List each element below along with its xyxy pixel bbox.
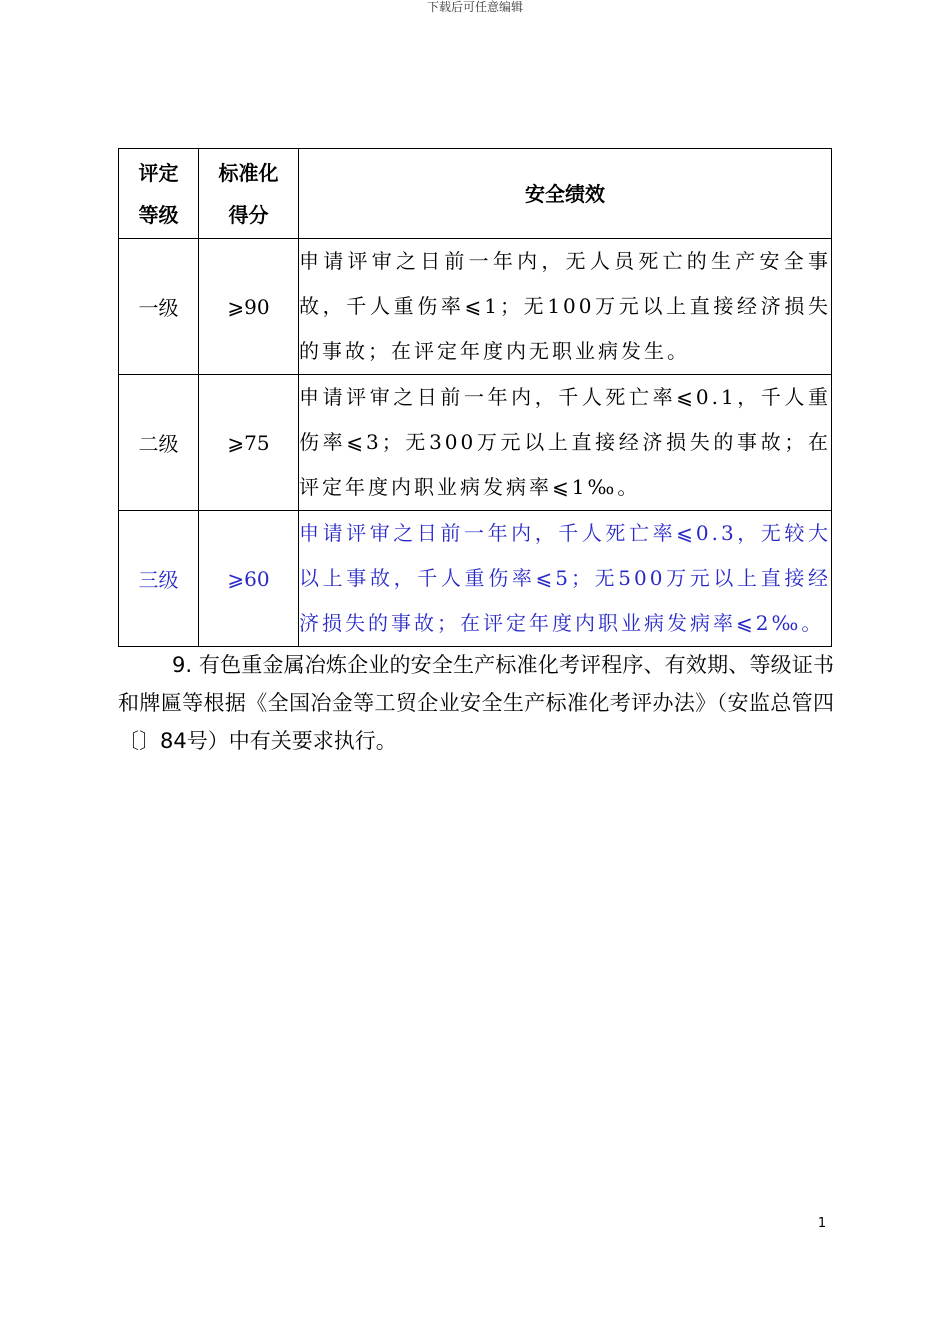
- row-level: 三级: [119, 511, 199, 647]
- row-description: 申请评审之日前一年内，千人死亡率⩽0.3，无较大以上事故，千人重伤率⩽5；无500万元以上直接经济损失的事故；在评定年度内职业病发病率⩽2‰。: [299, 511, 832, 647]
- page-header: 下载后可任意编辑: [426, 0, 523, 14]
- header-performance: 安全绩效: [299, 149, 832, 239]
- row-description: 申请评审之日前一年内，无人员死亡的生产安全事故，千人重伤率⩽1；无100万元以上直接经济损失的事故；在评定年度内无职业病发生。: [299, 239, 832, 375]
- row-score: ⩾60: [199, 511, 299, 647]
- table-row: [119, 375, 832, 511]
- header-score-line2: 得分: [228, 202, 269, 227]
- header-score: [199, 149, 299, 239]
- header-score-line1: 标准化: [218, 160, 279, 185]
- body-paragraph: 9. 有色重金属冶炼企业的安全生产标准化考评程序、有效期、等级证书和牌匾等根据《全国冶金等工贸企业安全生产标准化考评办法》（安监总管四〔〕84号）中有关要求执行。: [118, 653, 834, 753]
- header-level: [119, 149, 199, 239]
- row-level: 二级: [119, 375, 199, 511]
- row-score: ⩾75: [199, 375, 299, 511]
- row-description: 申请评审之日前一年内，千人死亡率⩽0.1，千人重伤率⩽3；无300万元以上直接经济损失的事故；在评定年度内职业病发病率⩽1‰。: [299, 375, 832, 511]
- table-header-row: [119, 149, 832, 239]
- header-level-line2: 等级: [138, 202, 179, 227]
- row-score: ⩾90: [199, 239, 299, 375]
- row-level: 一级: [119, 239, 199, 375]
- page-number: 1: [817, 1216, 827, 1231]
- header-level-line1: 评定: [138, 160, 179, 185]
- table-row: [119, 239, 832, 375]
- safety-grade-table: [118, 148, 832, 647]
- table-row-highlighted: [119, 511, 832, 647]
